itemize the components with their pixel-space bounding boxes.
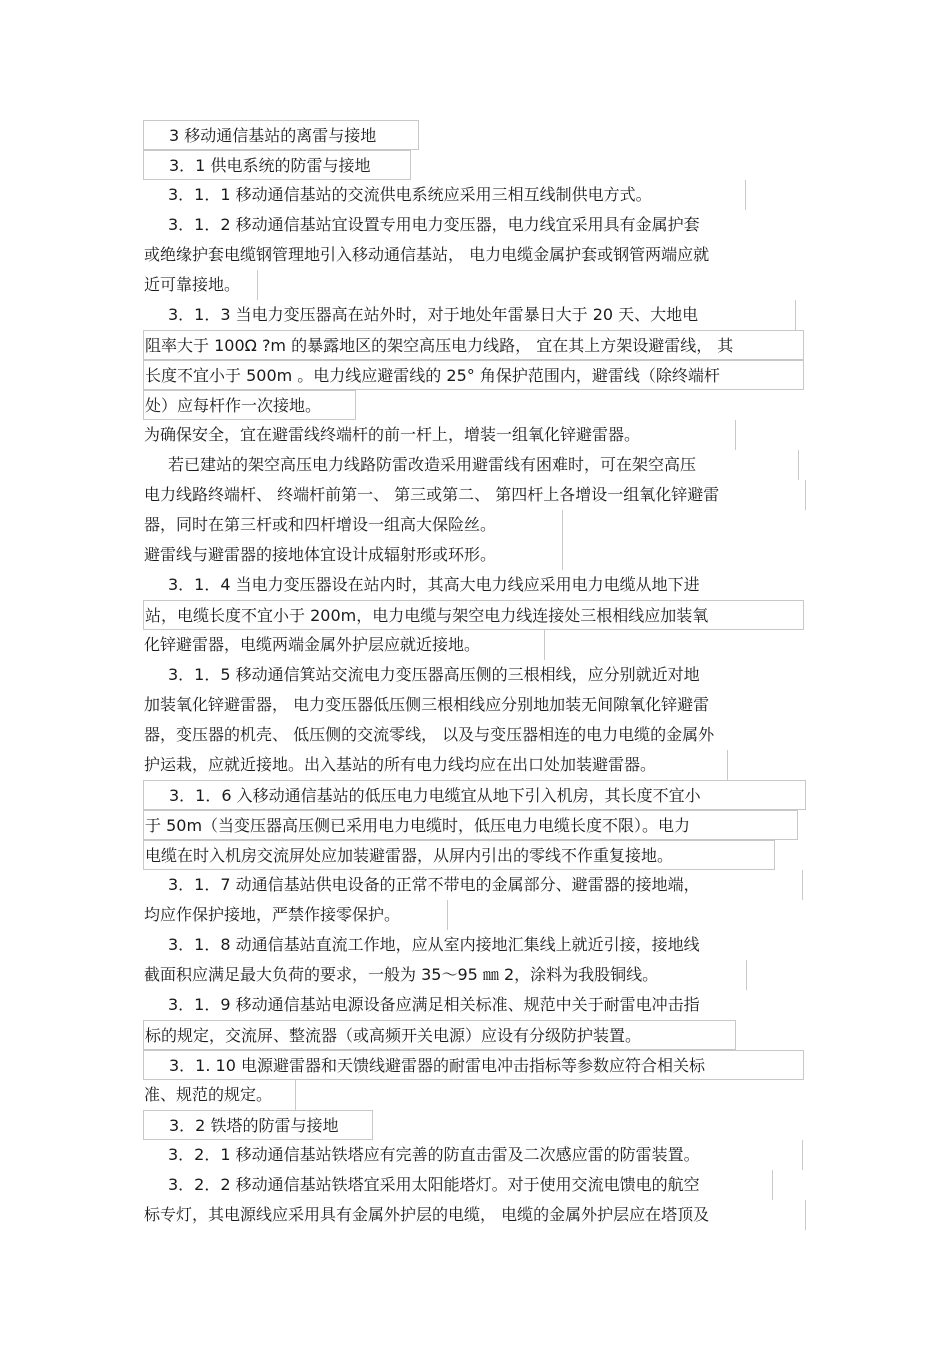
paragraph-retrofit-line-3: 器，同时在第三杆或和四杆增设一组高大保险丝。: [143, 510, 563, 540]
paragraph-grounding: 避雷线与避雷器的接地体宜设计成辐射形或环形。: [143, 540, 563, 570]
clause-3-1-4-line-3: 化锌避雷器，电缆两端金属外护层应就近接地。: [143, 630, 545, 660]
clause-3-1-7-line-2: 均应作保护接地，严禁作接零保护。: [143, 900, 448, 930]
clause-3-1-7-line-1: 3．1．7 动通信基站供电设备的正常不带电的金属部分、避雷器的接地端，: [143, 870, 803, 900]
clause-3-1-10-line-1: 3．1. 10 电源避雷器和天馈线避雷器的耐雷电冲击指标等参数应符合相关标: [143, 1050, 804, 1080]
clause-3-1-9-line-2: 标的规定，交流屏、整流器（或高频开关电源）应设有分级防护装置。: [143, 1020, 736, 1050]
clause-3-1-4-line-1: 3．1．4 当电力变压器设在站内时，其高大电力线应采用电力电缆从地下进: [168, 575, 700, 594]
clause-3-1-8-line-2: 截面积应满足最大负荷的要求，一般为 35～95 ㎜ 2，涂料为我股铜线。: [143, 960, 747, 990]
clause-3-1-3-line-3: 长度不宜小于 500m 。电力线应避雷线的 25° 角保护范围内，避雷线（除终端杆: [143, 360, 804, 390]
clause-3-1-2-line-1: 3．1．2 移动通信基站宜设置专用电力变压器，电力线宜采用具有金属护套: [168, 215, 700, 234]
clause-3-1-6-line-1: 3．1．6 入移动通信基站的低压电力电缆宜从地下引入机房，其长度不宜小: [143, 780, 806, 810]
clause-3-1-3-line-1: 3．1．3 当电力变压器高在站外时，对于地处年雷暴日大于 20 天、大地电: [143, 300, 796, 330]
section-heading-3-2: 3．2 铁塔的防雷与接地: [143, 1110, 373, 1140]
clause-3-1-5-line-1: 3．1．5 移动通信箕站交流电力变压器高压侧的三根相线，应分别就近对地: [168, 665, 700, 684]
section-heading-3: 3 移动通信基站的离雷与接地: [143, 120, 419, 150]
clause-3-1-9-line-1: 3．1．9 移动通信基站电源设备应满足相关标准、规范中关于耐雷电冲击指: [168, 995, 700, 1014]
clause-3-1-1: 3．1．1 移动通信基站的交流供电系统应采用三相互线制供电方式。: [143, 180, 746, 210]
paragraph-retrofit-line-1: 若已建站的架空高压电力线路防雷改造采用避雷线有困难时，可在架空高压: [143, 450, 799, 480]
clause-3-1-3-note: 为确保安全，宜在避雷线终端杆的前一杆上，增装一组氧化锌避雷器。: [143, 420, 736, 450]
clause-3-2-1: 3．2．1 移动通信基站铁塔应有完善的防直击雷及二次感应雷的防雷装置。: [143, 1140, 803, 1170]
clause-3-1-5-line-4: 护运栽，应就近接地。出入基站的所有电力线均应在出口处加装避雷器。: [143, 750, 728, 780]
clause-3-1-3-line-2: 阻率大于 100Ω ?m 的暴露地区的架空高压电力线路， 宜在其上方架设避雷线， 其: [143, 330, 804, 360]
clause-3-1-6-line-2: 于 50m（当变压器高压侧已采用电力电缆时，低压电力电缆长度不限）。电力: [143, 810, 798, 840]
clause-3-1-5-line-2: 加装氧化锌避雷器， 电力变压器低压侧三根相线应分别地加装无间隙氧化锌避雷: [144, 695, 710, 714]
section-heading-3-1: 3．1 供电系统的防雷与接地: [143, 150, 411, 180]
clause-3-1-4-line-2: 站，电缆长度不宜小于 200m，电力电缆与架空电力线连接处三根相线应加装氧: [143, 600, 804, 630]
clause-3-1-3-line-4: 处）应每杆作一次接地。: [143, 390, 356, 420]
clause-3-1-6-line-3: 电缆在时入机房交流屏处应加装避雷器，从屏内引出的零线不作重复接地。: [143, 840, 775, 870]
clause-3-1-2-line-2: 或绝缘护套电缆钢管理地引入移动通信基站， 电力电缆金属护套或钢管两端应就: [144, 245, 710, 264]
clause-3-2-2-line-1: 3．2．2 移动通信基站铁塔宜采用太阳能塔灯。对于使用交流电馈电的航空: [143, 1170, 773, 1200]
paragraph-retrofit-line-2: 电力线路终端杆、 终端杆前第一、 第三或第二、 第四杆上各增设一组氧化锌避雷: [143, 480, 806, 510]
clause-3-1-8-line-1: 3．1．8 动通信基站直流工作地，应从室内接地汇集线上就近引接，接地线: [168, 935, 700, 954]
clause-3-2-2-line-2: 标专灯，其电源线应采用具有金属外护层的电缆， 电缆的金属外护层应在塔顶及: [143, 1200, 806, 1230]
clause-3-1-10-line-2: 准、规范的规定。: [143, 1080, 296, 1110]
clause-3-1-2-line-3: 近可靠接地。: [143, 270, 258, 300]
clause-3-1-5-line-3: 器，变压器的机壳、 低压侧的交流零线， 以及与变压器相连的电力电缆的金属外: [144, 725, 715, 744]
